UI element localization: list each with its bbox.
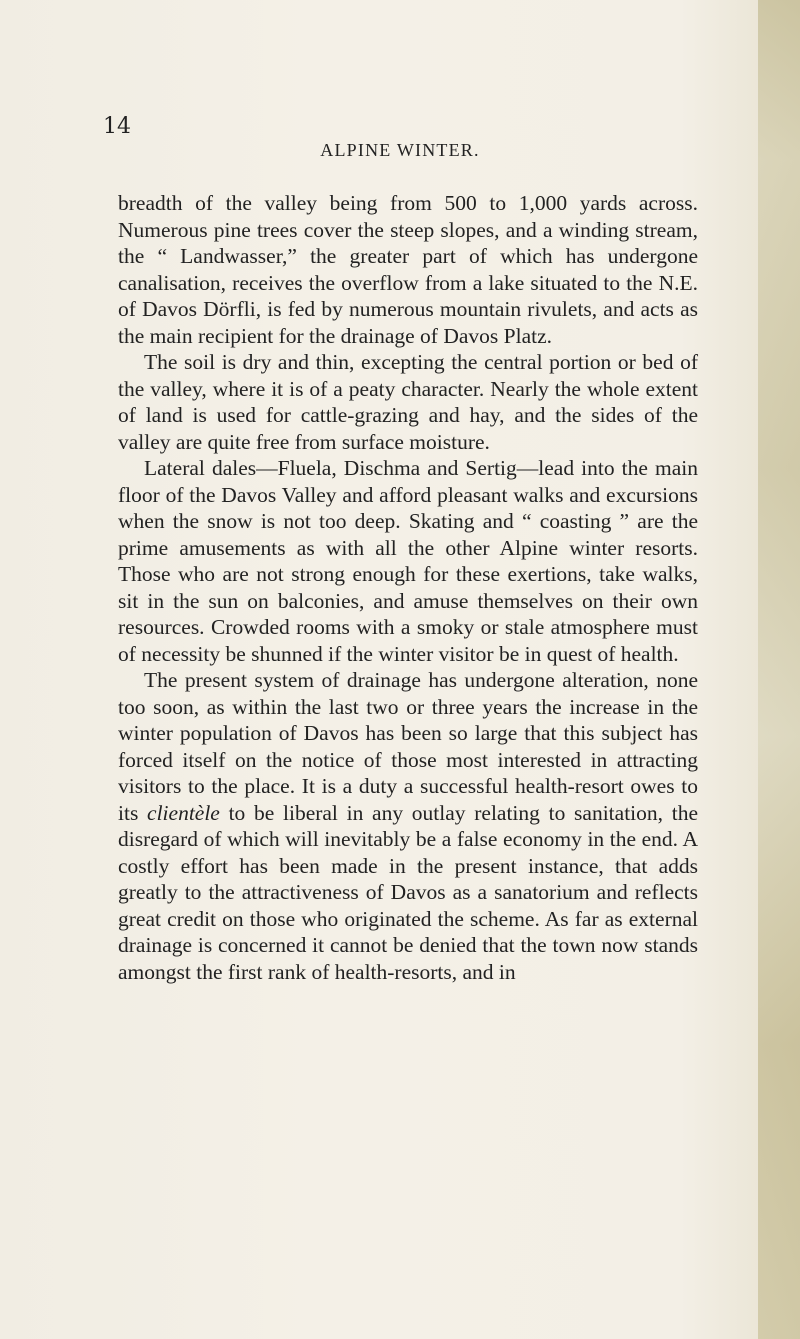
running-head: ALPINE WINTER.: [320, 140, 480, 160]
paragraph-4-italic-word: clientèle: [147, 800, 220, 825]
page-number: 14: [103, 114, 131, 139]
paragraph-3: Lateral dales—Fluela, Dischma and Sertig—lead into the main floor of the Davos Valley and afford pleasant walks and excursions when the snow is not too deep. Skating and “ coasting ” are the prime amusements as with all the other Alpine winter resorts. Those who are not strong enough for these exertions, take walks, sit in the sun on balconies, and amuse themselves on their own resources. Crowded rooms with a smoky or stale atmosphere must of necessity be shunned if the winter visitor be in quest of health.: [118, 456, 698, 666]
paragraph-4-text-before: The present system of drainage has undergone alteration, none too soon, as within the last two or three years the increase in the winter population of Davos has been so large that this subject has forced itself on the notice of those most interested in attracting visitors to the place. It is a duty a successful health-resort owes to its: [118, 668, 698, 825]
paragraph-1: breadth of the valley being from 500 to 1,000 yards across. Numerous pine trees cover the steep slopes, and a winding stream, the “ Landwasser,” the greater part of which has undergone canalisation, receives the overflow from a lake situated to the N.E. of Davos Dörfli, is fed by numerous mountain rivulets, and acts as the main recipient for the drainage of Davos Platz.: [118, 191, 698, 348]
page-edge-stain: [758, 0, 800, 1339]
paragraph-2: The soil is dry and thin, excepting the central portion or bed of the valley, where it is of a peaty character. Nearly the whole extent of land is used for cattle-grazing and hay, and the sides of the valley are quite free from surface moisture.: [118, 350, 698, 454]
paragraph-4: [118, 667, 698, 985]
body-text: [118, 190, 698, 985]
paragraph-4-text-after: to be liberal in any outlay relating to sanitation, the disregard of which will inevitably be a false economy in the end. A costly effort has been made in the present instance, that adds greatly to the attractiveness of Davos as a sanatorium and reflects great credit on those who originated the scheme. As far as external drainage is concerned it cannot be denied that the town now stands amongst the first rank of health-resorts, and in: [118, 800, 698, 984]
